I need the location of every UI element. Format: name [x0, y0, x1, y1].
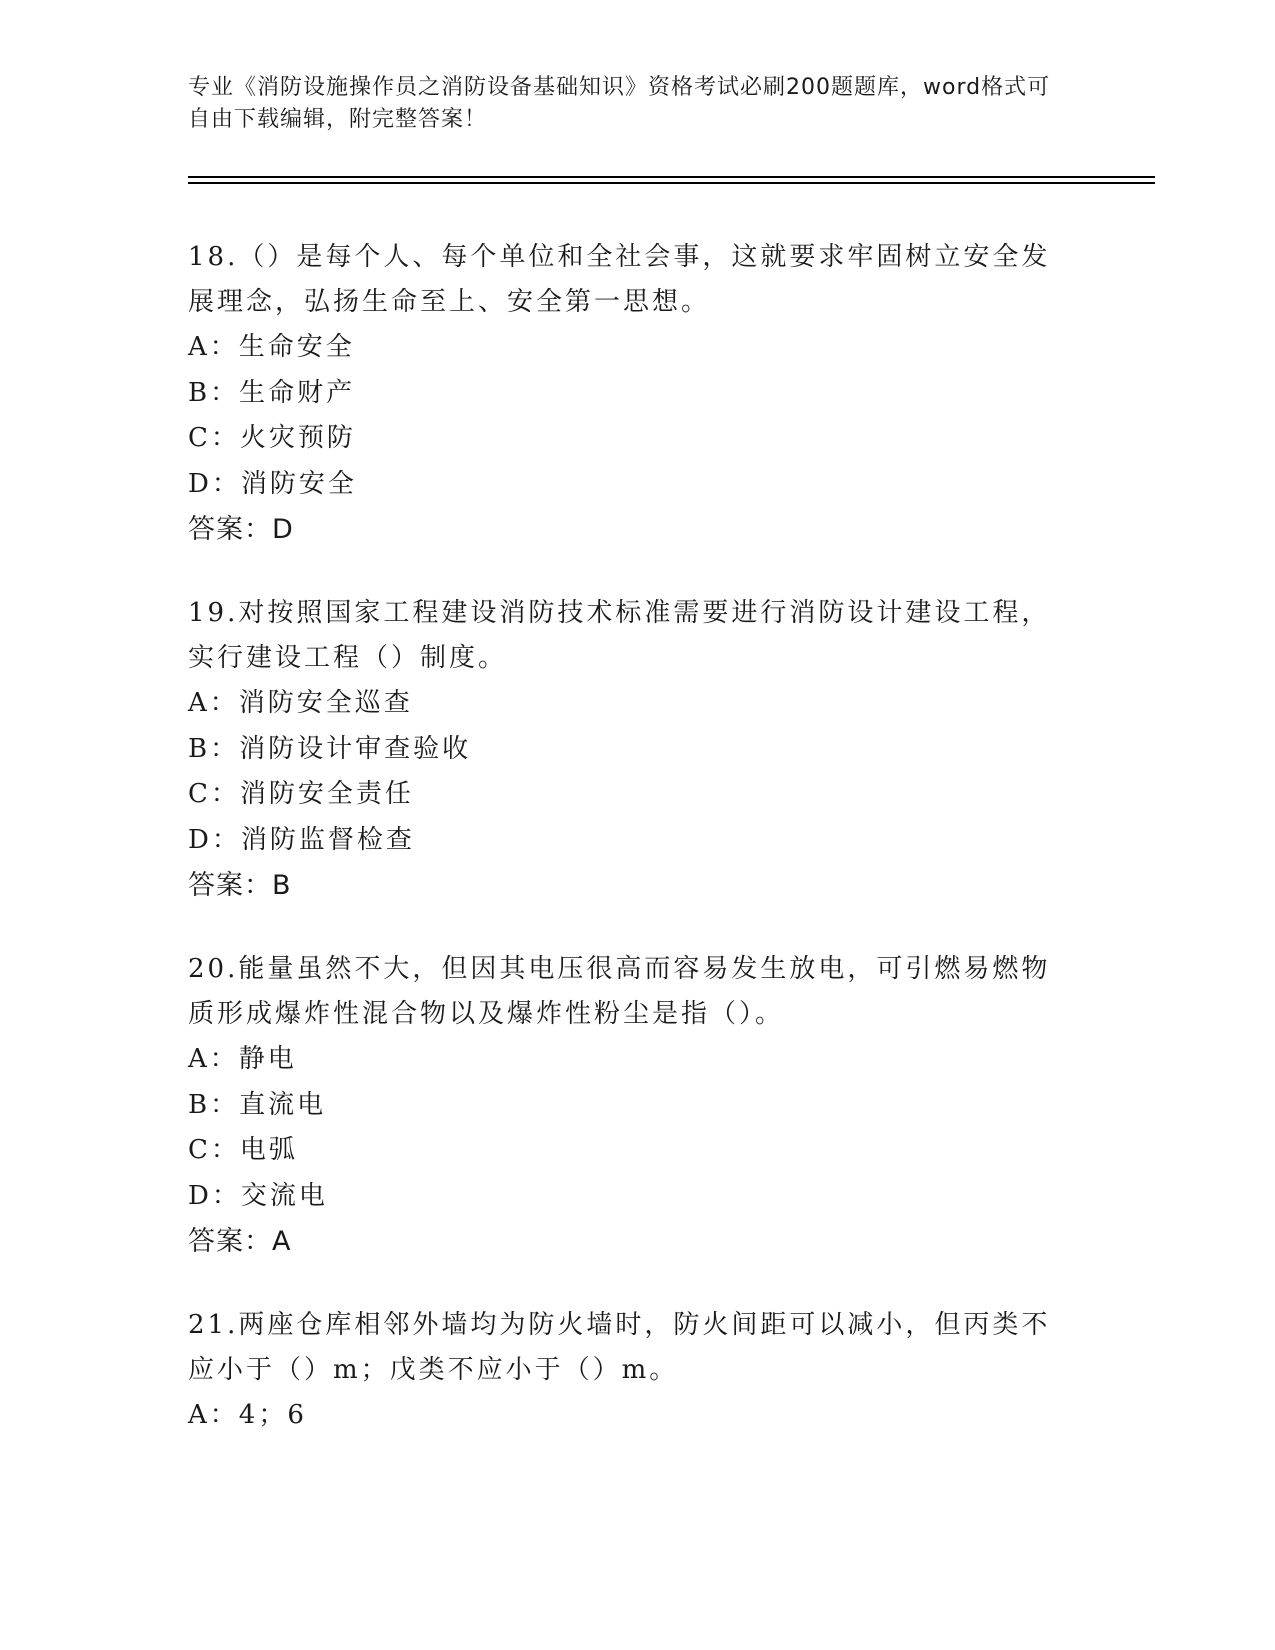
option-c: C：消防安全责任	[188, 779, 414, 809]
answer-line: 答案：B	[188, 870, 292, 901]
option-a: A：消防安全巡查	[188, 688, 413, 718]
answer-line: 答案：D	[188, 514, 294, 545]
option-a: A：4；6	[188, 1400, 307, 1430]
question-19	[188, 591, 1088, 909]
option-c: C：电弧	[188, 1135, 298, 1165]
option-a: A：静电	[188, 1044, 297, 1074]
question-18	[188, 235, 1088, 553]
option-d: D：消防监督检查	[188, 824, 415, 855]
question-stem: 20.能量虽然不大，但因其电压很高而容易发生放电，可引燃易燃物质形成爆炸性混合物以及爆炸性粉尘是指（）。	[188, 954, 1051, 1029]
question-21	[188, 1303, 1088, 1439]
question-stem: 18.（）是每个人、每个单位和全社会事，这就要求牢固树立安全发展理念，弘扬生命至上、安全第一思想。	[188, 242, 1051, 317]
question-stem: 21.两座仓库相邻外墙均为防火墙时，防火间距可以减小，但丙类不应小于（）m；戊类不应小于（）m。	[188, 1310, 1051, 1385]
question-stem: 19.对按照国家工程建设消防技术标准需要进行消防设计建设工程，实行建设工程（）制度。	[188, 598, 1051, 673]
option-d: D：交流电	[188, 1180, 328, 1211]
option-b: B：生命财产	[188, 377, 356, 408]
option-b: B：直流电	[188, 1089, 327, 1120]
question-list	[188, 235, 1088, 1477]
option-d: D：消防安全	[188, 468, 357, 499]
header-divider-top	[188, 176, 1155, 178]
option-a: A：生命安全	[188, 332, 355, 362]
document-header: 专业《消防设施操作员之消防设备基础知识》资格考试必刷200题题库，word格式可自由下载编辑，附完整答案！	[188, 75, 1051, 132]
option-b: B：消防设计审查验收	[188, 733, 472, 764]
option-c: C：火灾预防	[188, 423, 356, 453]
question-20	[188, 947, 1088, 1265]
answer-line: 答案：A	[188, 1226, 292, 1257]
header-divider-bottom	[188, 182, 1155, 184]
